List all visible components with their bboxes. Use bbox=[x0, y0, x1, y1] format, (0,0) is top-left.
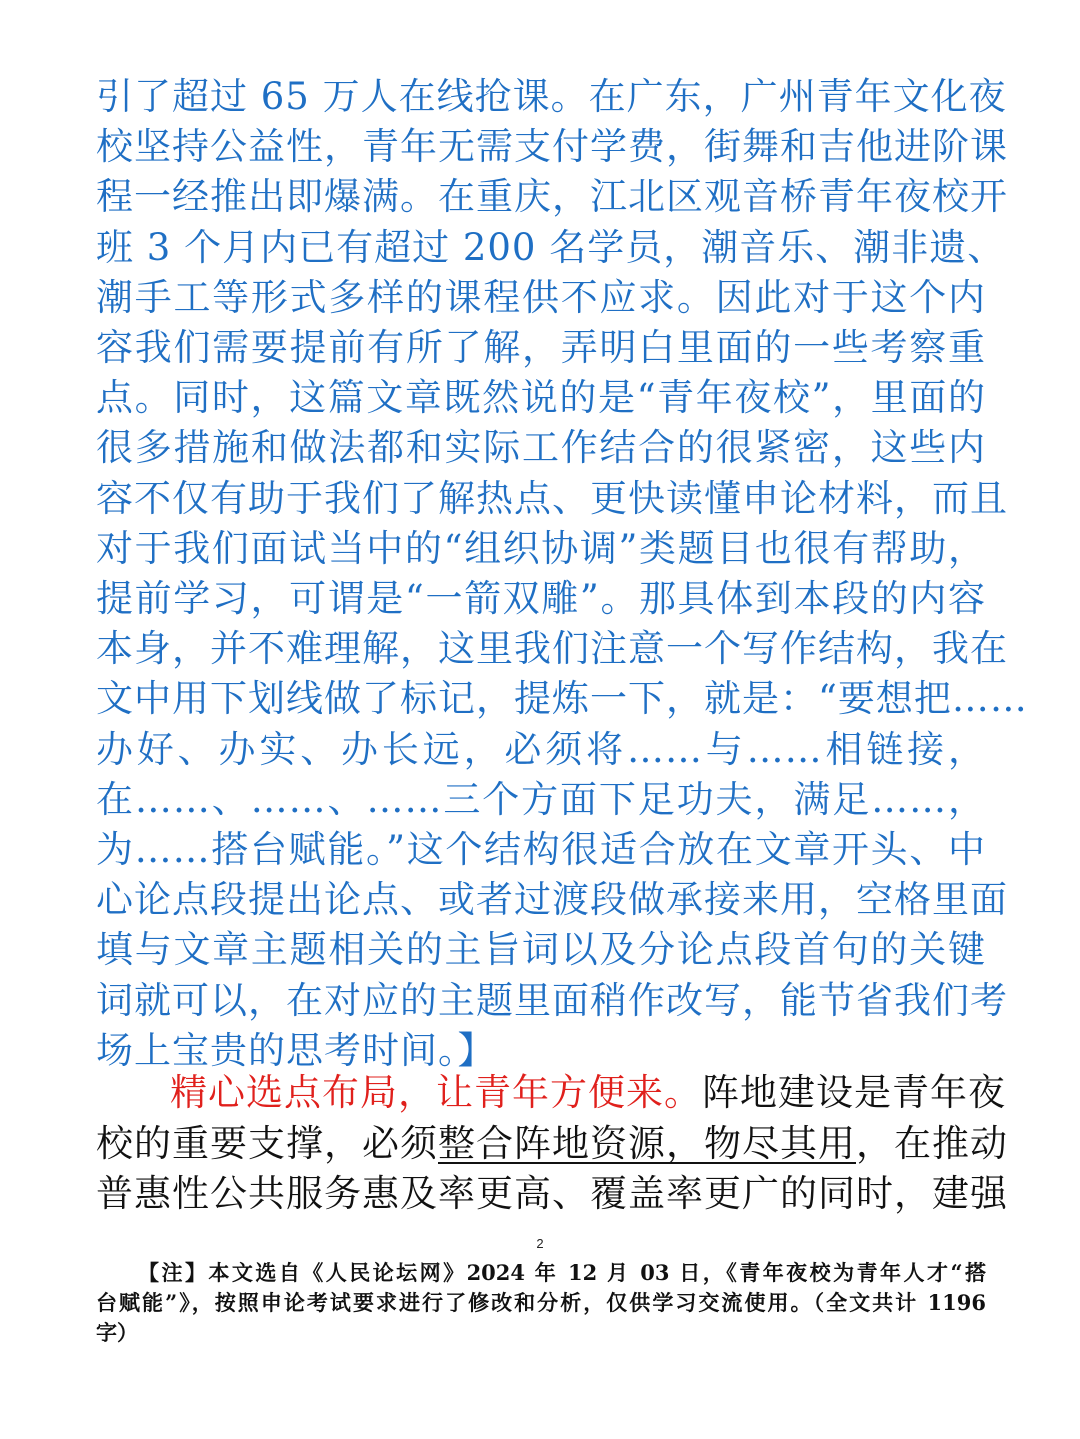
analysis-line: 对于我们面试当中的“组织协调”类题目也很有帮助， bbox=[96, 526, 986, 570]
body-paragraph bbox=[96, 1068, 1008, 1220]
analysis-line: 为……搭台赋能。”这个结构很适合放在文章开头、中 bbox=[96, 828, 986, 872]
section-heading: 精心选点布局，让青年方便来。 bbox=[170, 1071, 702, 1114]
analysis-line: 容我们需要提前有所了解，弄明白里面的一些考察重 bbox=[96, 326, 986, 370]
analysis-line: 点。同时，这篇文章既然说的是“青年夜校”，里面的 bbox=[96, 376, 986, 420]
analysis-line: 场上宝贵的思考时间。】 bbox=[96, 1028, 496, 1072]
analysis-line: 容不仅有助于我们了解热点、更快读懂申论材料，而且 bbox=[96, 476, 1008, 520]
analysis-line: 潮手工等形式多样的课程供不应求。因此对于这个内 bbox=[96, 275, 986, 319]
analysis-line: 办好、办实、办长远，必须将……与……相链接， bbox=[96, 727, 986, 771]
analysis-line: 班 3 个月内已有超过 200 名学员，潮音乐、潮非遗、 bbox=[96, 225, 1006, 269]
analysis-line: 心论点段提出论点、或者过渡段做承接来用，空格里面 bbox=[96, 878, 1008, 922]
analysis-line: 程一经推出即爆满。在重庆，江北区观音桥青年夜校开 bbox=[96, 175, 1008, 219]
page-number: 2 bbox=[536, 1236, 544, 1251]
body-text-segment: 阵地建设是青年夜 bbox=[702, 1071, 1006, 1114]
footnote-line: 台赋能”》，按照申论考试要求进行了修改和分析，仅供学习交流使用。（全文共计 1196 bbox=[96, 1290, 986, 1315]
body-line: 普惠性公共服务惠及率更高、覆盖率更广的同时，建强 bbox=[96, 1172, 1008, 1215]
analysis-paragraph bbox=[96, 72, 1028, 1076]
body-line bbox=[96, 1068, 1006, 1119]
analysis-line: 提前学习，可谓是“一箭双雕”。那具体到本段的内容 bbox=[96, 577, 986, 621]
analysis-line: 校坚持公益性，青年无需支付学费，街舞和吉他进阶课 bbox=[96, 125, 1008, 169]
analysis-line: 引了超过 65 万人在线抢课。在广东，广州青年文化夜 bbox=[96, 75, 1007, 118]
analysis-line: 本身，并不难理解，这里我们注意一个写作结构，我在 bbox=[96, 627, 1008, 671]
footnote-line: 字） bbox=[96, 1320, 138, 1345]
analysis-line: 文中用下划线做了标记，提炼一下，就是：“要想把…… bbox=[96, 677, 1028, 721]
footnote-line: 【注】本文选自《人民论坛网》2024 年 12 月 03 日，《青年夜校为青年人才“搭 bbox=[138, 1260, 986, 1285]
body-text-segment: ，在推动 bbox=[856, 1121, 1008, 1165]
footnote bbox=[96, 1258, 986, 1348]
analysis-line: 词就可以，在对应的主题里面稍作改写，能节省我们考 bbox=[96, 978, 1008, 1022]
underlined-key-phrase: 整合阵地资源，物尽其用 bbox=[438, 1121, 856, 1165]
body-text-segment: 校的重要支撑，必须 bbox=[96, 1121, 438, 1165]
body-line bbox=[96, 1119, 1008, 1170]
analysis-line: 在……、……、……三个方面下足功夫，满足……， bbox=[96, 777, 986, 821]
analysis-line: 很多措施和做法都和实际工作结合的很紧密，这些内 bbox=[96, 426, 986, 470]
analysis-line: 填与文章主题相关的主旨词以及分论点段首句的关键 bbox=[96, 928, 986, 972]
